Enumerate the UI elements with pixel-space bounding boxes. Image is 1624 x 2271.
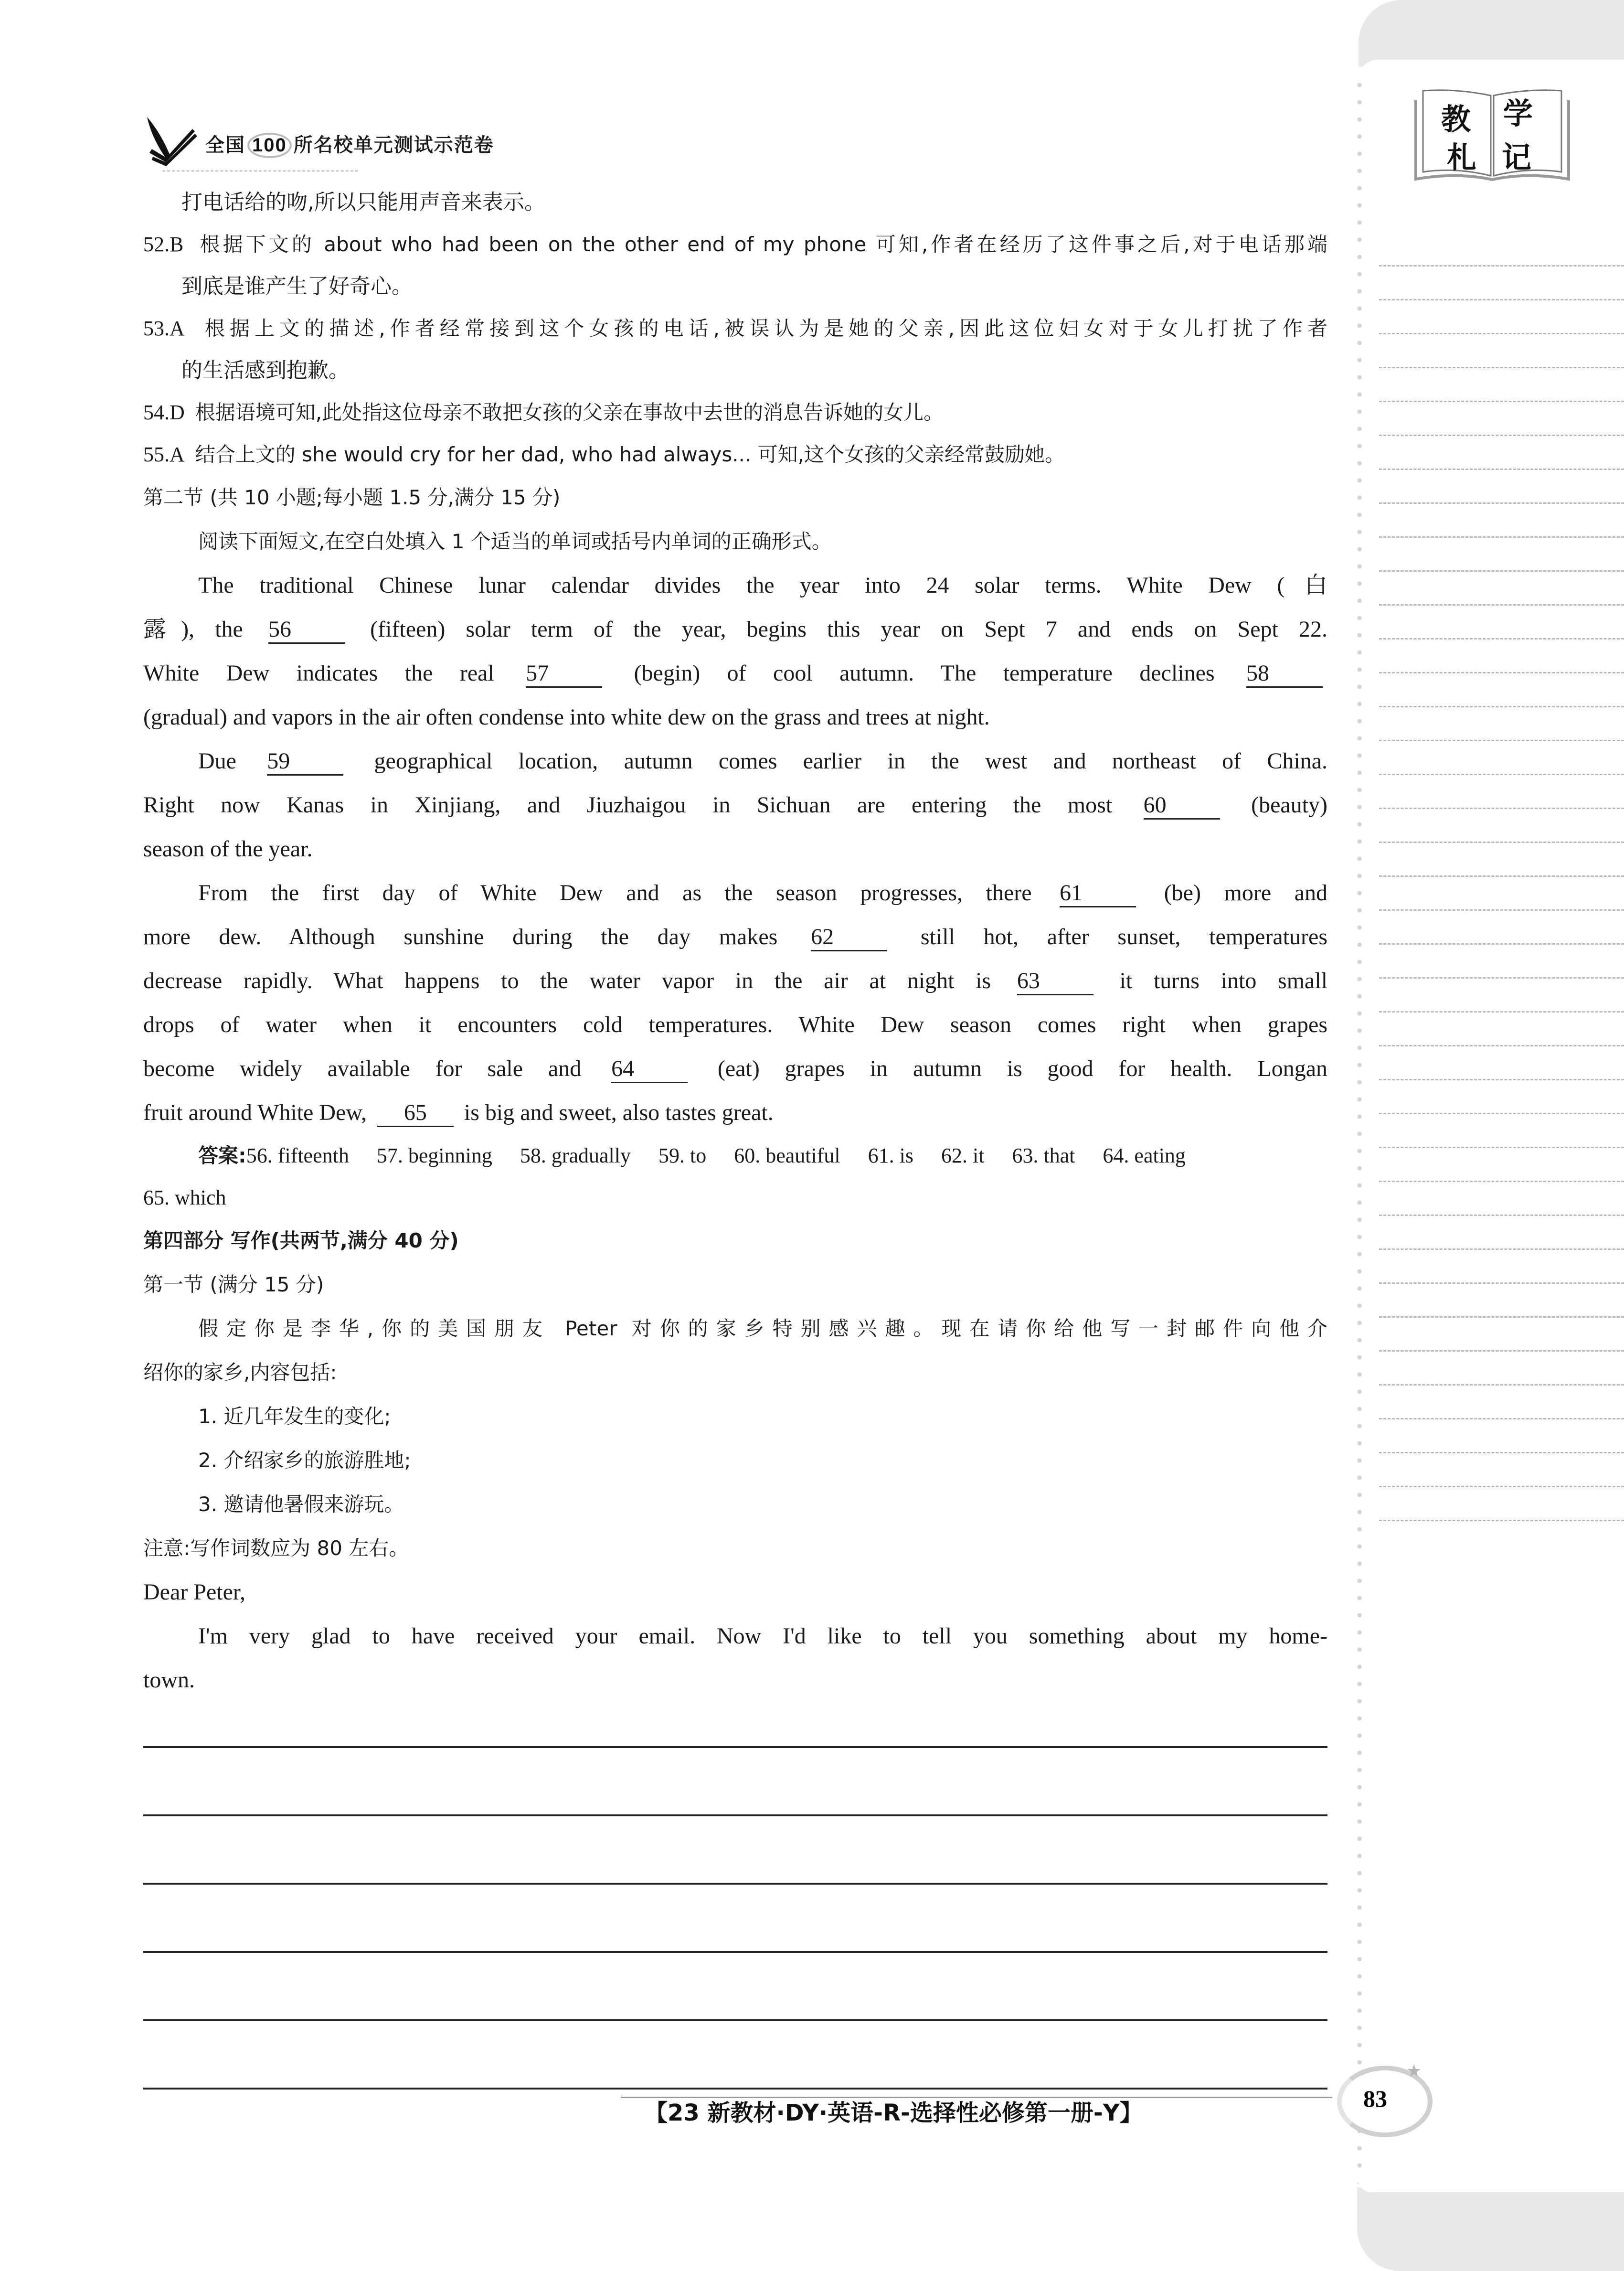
- answer-item: [246, 1144, 349, 1167]
- margin-note-line: [1379, 367, 1624, 368]
- passage-text: From the first day of White Dew and as the season progresses, there: [198, 880, 1032, 906]
- passage-text: (fifteen) solar term of the year, begins this year on Sept 7 and ends on Sept 22.: [370, 617, 1328, 642]
- answer-word: gradually: [551, 1144, 631, 1167]
- passage-text: (gradual) and vapors in the air often condense into white dew on the grass and trees at night.: [143, 704, 990, 730]
- passage-line: [143, 695, 1327, 739]
- notes-char-1: 教: [1441, 102, 1471, 137]
- passage-text: Due: [198, 748, 236, 774]
- margin-note-line: [1379, 435, 1624, 436]
- answer-word: it: [972, 1144, 985, 1167]
- margin-note-line: [1379, 638, 1624, 640]
- prompt-item-2: 2. 介绍家乡的旅游胜地;: [198, 1449, 411, 1472]
- answer-word: beginning: [408, 1144, 492, 1167]
- answer-word: fifteenth: [277, 1144, 349, 1167]
- writing-prompt: 假定你是李华,你的美国朋友 Peter 对你的家乡特别感兴趣。现在请你给他写一封邮件向他介: [198, 1317, 1327, 1340]
- margin-note-line: [1379, 1282, 1624, 1284]
- prompt-item-3: 3. 邀请他暑假来游玩。: [198, 1493, 404, 1516]
- answer-item: [941, 1144, 984, 1167]
- cloze-blank-62[interactable]: 62: [811, 924, 887, 951]
- margin-note-line: [1379, 740, 1624, 741]
- cloze-blank-65[interactable]: 65: [377, 1100, 454, 1127]
- margin-note-line: [1379, 1079, 1624, 1080]
- margin-note-line: [1379, 604, 1624, 606]
- margin-note-line: [1379, 1486, 1624, 1487]
- writing-line: [143, 2019, 1327, 2021]
- margin-note-line: [1379, 909, 1624, 911]
- answer-number: 56.: [246, 1144, 273, 1167]
- passage-text: geographical location, autumn comes earlier in the west and northeast of China.: [374, 748, 1328, 774]
- margin-note-line: [1379, 943, 1624, 945]
- explanation-text: 结合上文的 she would cry for her dad, who had always... 可知,这个女孩的父亲经常鼓励她。: [195, 443, 1065, 466]
- margin-note-line: [1379, 875, 1624, 877]
- cloze-blank-64[interactable]: 64: [611, 1056, 688, 1083]
- passage-line: [143, 959, 1327, 1003]
- cloze-blank-56[interactable]: 56: [268, 617, 345, 644]
- margin-note-line: [1379, 333, 1624, 334]
- passage-text: still hot, after sunset, temperatures: [920, 924, 1328, 949]
- writing-line: [143, 1883, 1327, 1885]
- binding-dots: [1356, 76, 1363, 2187]
- part4-section1-heading: 第一节 (满分 15 分): [143, 1273, 324, 1296]
- item-answer: A: [170, 443, 185, 466]
- explanation-54: [143, 392, 1327, 434]
- answer-number: 59.: [658, 1144, 685, 1167]
- margin-note-line: [1379, 401, 1624, 402]
- explanation-continuation: 打电话给的吻,所以只能用声音来表示。: [181, 190, 545, 214]
- passage-text: drops of water when it encounters cold temperatures. White Dew season comes right when grapes: [143, 1012, 1327, 1037]
- passage-text: The traditional Chinese lunar calendar divides the year into 24 solar terms. White Dew (白: [198, 573, 1327, 598]
- margin-note-line: [1379, 774, 1624, 775]
- part4-heading: 第四部分 写作(共两节,满分 40 分): [143, 1229, 459, 1252]
- item-number: 55.: [143, 443, 170, 466]
- answer-item: [734, 1144, 840, 1167]
- item-number: 52.: [143, 233, 170, 256]
- margin-note-line: [1379, 1520, 1624, 1521]
- margin-note-line: [1379, 808, 1624, 809]
- letter-opening-cont: town.: [143, 1667, 195, 1693]
- answer-number: 58.: [520, 1144, 546, 1167]
- series-title: [205, 130, 494, 158]
- margin-note-line: [1379, 536, 1624, 538]
- passage-text: White Dew indicates the real: [143, 661, 494, 686]
- answer-key-cont: [143, 1177, 1327, 1219]
- passage-line: [143, 739, 1327, 783]
- margin-note-line: [1379, 299, 1624, 300]
- passage-line: [143, 608, 1327, 651]
- explanations-list: [143, 181, 1327, 476]
- item-answer: D: [170, 401, 185, 424]
- passage-line: [143, 783, 1327, 827]
- margin-tab-top: [1359, 0, 1624, 67]
- series-title-number: 100: [247, 133, 292, 158]
- passage-text: become widely available for sale and: [143, 1056, 582, 1081]
- answer-number: 60.: [734, 1144, 761, 1167]
- margin-tab-bottom: [1357, 2187, 1624, 2271]
- notes-char-2: 学: [1503, 96, 1533, 131]
- answer-number: 65.: [143, 1186, 170, 1209]
- passage-text: season of the year.: [143, 836, 313, 862]
- cloze-blank-58[interactable]: 58: [1246, 661, 1323, 688]
- cloze-blank-59[interactable]: 59: [267, 748, 343, 776]
- margin-note-line: [1379, 1384, 1624, 1386]
- margin-note-line: [1379, 502, 1624, 504]
- answer-item: [377, 1144, 492, 1167]
- margin-note-line: [1379, 706, 1624, 707]
- explanation-53-cont: 的生活感到抱歉。: [181, 358, 350, 383]
- margin-note-line: [1379, 977, 1624, 979]
- answer-number: 63.: [1012, 1144, 1039, 1167]
- prompt-item-1: 1. 近几年发生的变化;: [198, 1405, 391, 1428]
- section2-heading: 第二节 (共 10 小题;每小题 1.5 分,满分 15 分): [143, 486, 561, 509]
- margin-note-line: [1379, 1418, 1624, 1419]
- explanation-52-cont: 到底是谁产生了好奇心。: [181, 274, 413, 299]
- letter-opening: I'm very glad to have received your email. Now I'd like to tell you something about my home-: [198, 1623, 1327, 1649]
- passage-text: more dew. Although sunshine during the day makes: [143, 924, 778, 949]
- series-title-prefix: 全国: [205, 134, 245, 156]
- teaching-notes-badge: [1413, 86, 1571, 181]
- passage-line: [143, 564, 1327, 608]
- answer-item: [868, 1144, 913, 1167]
- passage-line: [143, 651, 1327, 695]
- passage-text: Right now Kanas in Xinjiang, and Jiuzhaigou in Sichuan are entering the most: [143, 792, 1113, 818]
- writing-line: [143, 1951, 1327, 1953]
- margin-note-line: [1379, 1147, 1624, 1148]
- explanation-text: 根据下文的 about who had been on the other end of my phone 可知,作者在经历了这件事之后,对于电话那端: [200, 233, 1328, 256]
- answer-number: 57.: [376, 1144, 403, 1167]
- margin-note-line: [1379, 1181, 1624, 1182]
- passage-text: fruit around White Dew,: [143, 1100, 367, 1125]
- letter-salutation: Dear Peter,: [143, 1579, 245, 1605]
- answer-number: 61.: [868, 1144, 894, 1167]
- margin-note-line: [1379, 1316, 1624, 1318]
- passage-text: decrease rapidly. What happens to the water vapor in the air at night is: [143, 968, 991, 993]
- margin-note-line: [1379, 1350, 1624, 1352]
- page-content: [143, 181, 1327, 1702]
- passage-text: (begin) of cool autumn. The temperature declines: [634, 661, 1215, 686]
- explanation-52: [143, 224, 1327, 266]
- quill-book-logo-icon: [142, 115, 200, 167]
- explanation-text: 根据上文的描述,作者经常接到这个女孩的电话,被误认为是她的父亲,因此这位妇女对于女儿打扰了作者: [204, 317, 1328, 340]
- explanation-53: [143, 308, 1327, 350]
- answer-item: [1012, 1144, 1075, 1167]
- answer-item: [1103, 1144, 1186, 1167]
- passage-line: [143, 827, 1327, 871]
- margin-note-line: [1379, 1248, 1624, 1250]
- passage-line: [143, 1091, 1327, 1135]
- passage-text: 露), the: [143, 617, 243, 642]
- answer-word: to: [690, 1144, 707, 1167]
- cloze-blank-60[interactable]: 60: [1144, 792, 1220, 820]
- answer-item: [658, 1144, 706, 1167]
- answer-word: is: [899, 1144, 913, 1167]
- answer-word: that: [1043, 1144, 1075, 1167]
- section2-instruction: 阅读下面短文,在空白处填入 1 个适当的单词或括号内单词的正确形式。: [198, 530, 832, 553]
- answer-key: [143, 1135, 1327, 1177]
- cloze-blank-61[interactable]: 61: [1060, 880, 1136, 907]
- writing-line: [143, 1814, 1327, 1816]
- answer-word: eating: [1134, 1144, 1186, 1167]
- writing-line: [143, 1746, 1327, 1748]
- margin-note-line: [1379, 1113, 1624, 1114]
- margin-note-line: [1379, 265, 1624, 267]
- writing-line: [143, 2088, 1327, 2090]
- margin-note-line: [1379, 1452, 1624, 1453]
- passage-line: [143, 1003, 1327, 1047]
- passage-text: (be) more and: [1164, 880, 1328, 906]
- passage-text: is big and sweet, also tastes great.: [464, 1100, 774, 1125]
- answer-item: [143, 1186, 226, 1209]
- explanation-55: [143, 434, 1327, 476]
- item-answer: A: [170, 317, 185, 340]
- word-count-note: 注意:写作词数应为 80 左右。: [143, 1536, 409, 1560]
- item-answer: B: [170, 233, 184, 256]
- margin-note-line: [1379, 1011, 1624, 1013]
- book-label: 【23 新教材·DY·英语-R-选择性必修第一册-Y】: [645, 2100, 1143, 2126]
- answer-item: [520, 1144, 631, 1167]
- margin-note-line: [1379, 469, 1624, 470]
- passage-line: [143, 1047, 1327, 1091]
- cloze-blank-57[interactable]: 57: [526, 661, 602, 688]
- margin-note-line: [1379, 672, 1624, 673]
- margin-note-line: [1379, 1215, 1624, 1216]
- cloze-blank-63[interactable]: 63: [1017, 968, 1093, 995]
- item-number: 53.: [143, 317, 170, 340]
- open-book-icon: [1413, 86, 1571, 181]
- page-number: 83: [1363, 2085, 1387, 2112]
- margin-note-line: [1379, 570, 1624, 572]
- passage-text: it turns into small: [1119, 968, 1328, 993]
- answer-word: beautiful: [765, 1144, 840, 1167]
- answer-number: 64.: [1103, 1144, 1129, 1167]
- passage-text: (beauty): [1251, 792, 1328, 818]
- series-header: [138, 100, 616, 167]
- answer-number: 62.: [941, 1144, 967, 1167]
- writing-prompt-cont: 绍你的家乡,内容包括:: [143, 1361, 337, 1384]
- passage-line: [143, 915, 1327, 959]
- item-number: 54.: [143, 401, 170, 424]
- margin-note-line: [1379, 842, 1624, 843]
- star-icon: ★: [1406, 2061, 1422, 2080]
- passage-text: (eat) grapes in autumn is good for health. Longan: [717, 1056, 1328, 1081]
- notes-char-4: 记: [1502, 140, 1532, 175]
- answer-word: which: [175, 1186, 226, 1209]
- explanation-text: 根据语境可知,此处指这位母亲不敢把女孩的父亲在事故中去世的消息告诉她的女儿。: [195, 401, 944, 424]
- margin-note-line: [1379, 1045, 1624, 1046]
- series-title-suffix: 所名校单元测试示范卷: [293, 134, 494, 156]
- cloze-passage: [143, 564, 1327, 1135]
- answer-key-label: 答案:: [198, 1144, 246, 1167]
- passage-line: [143, 871, 1327, 915]
- notes-char-3: 札: [1447, 140, 1477, 175]
